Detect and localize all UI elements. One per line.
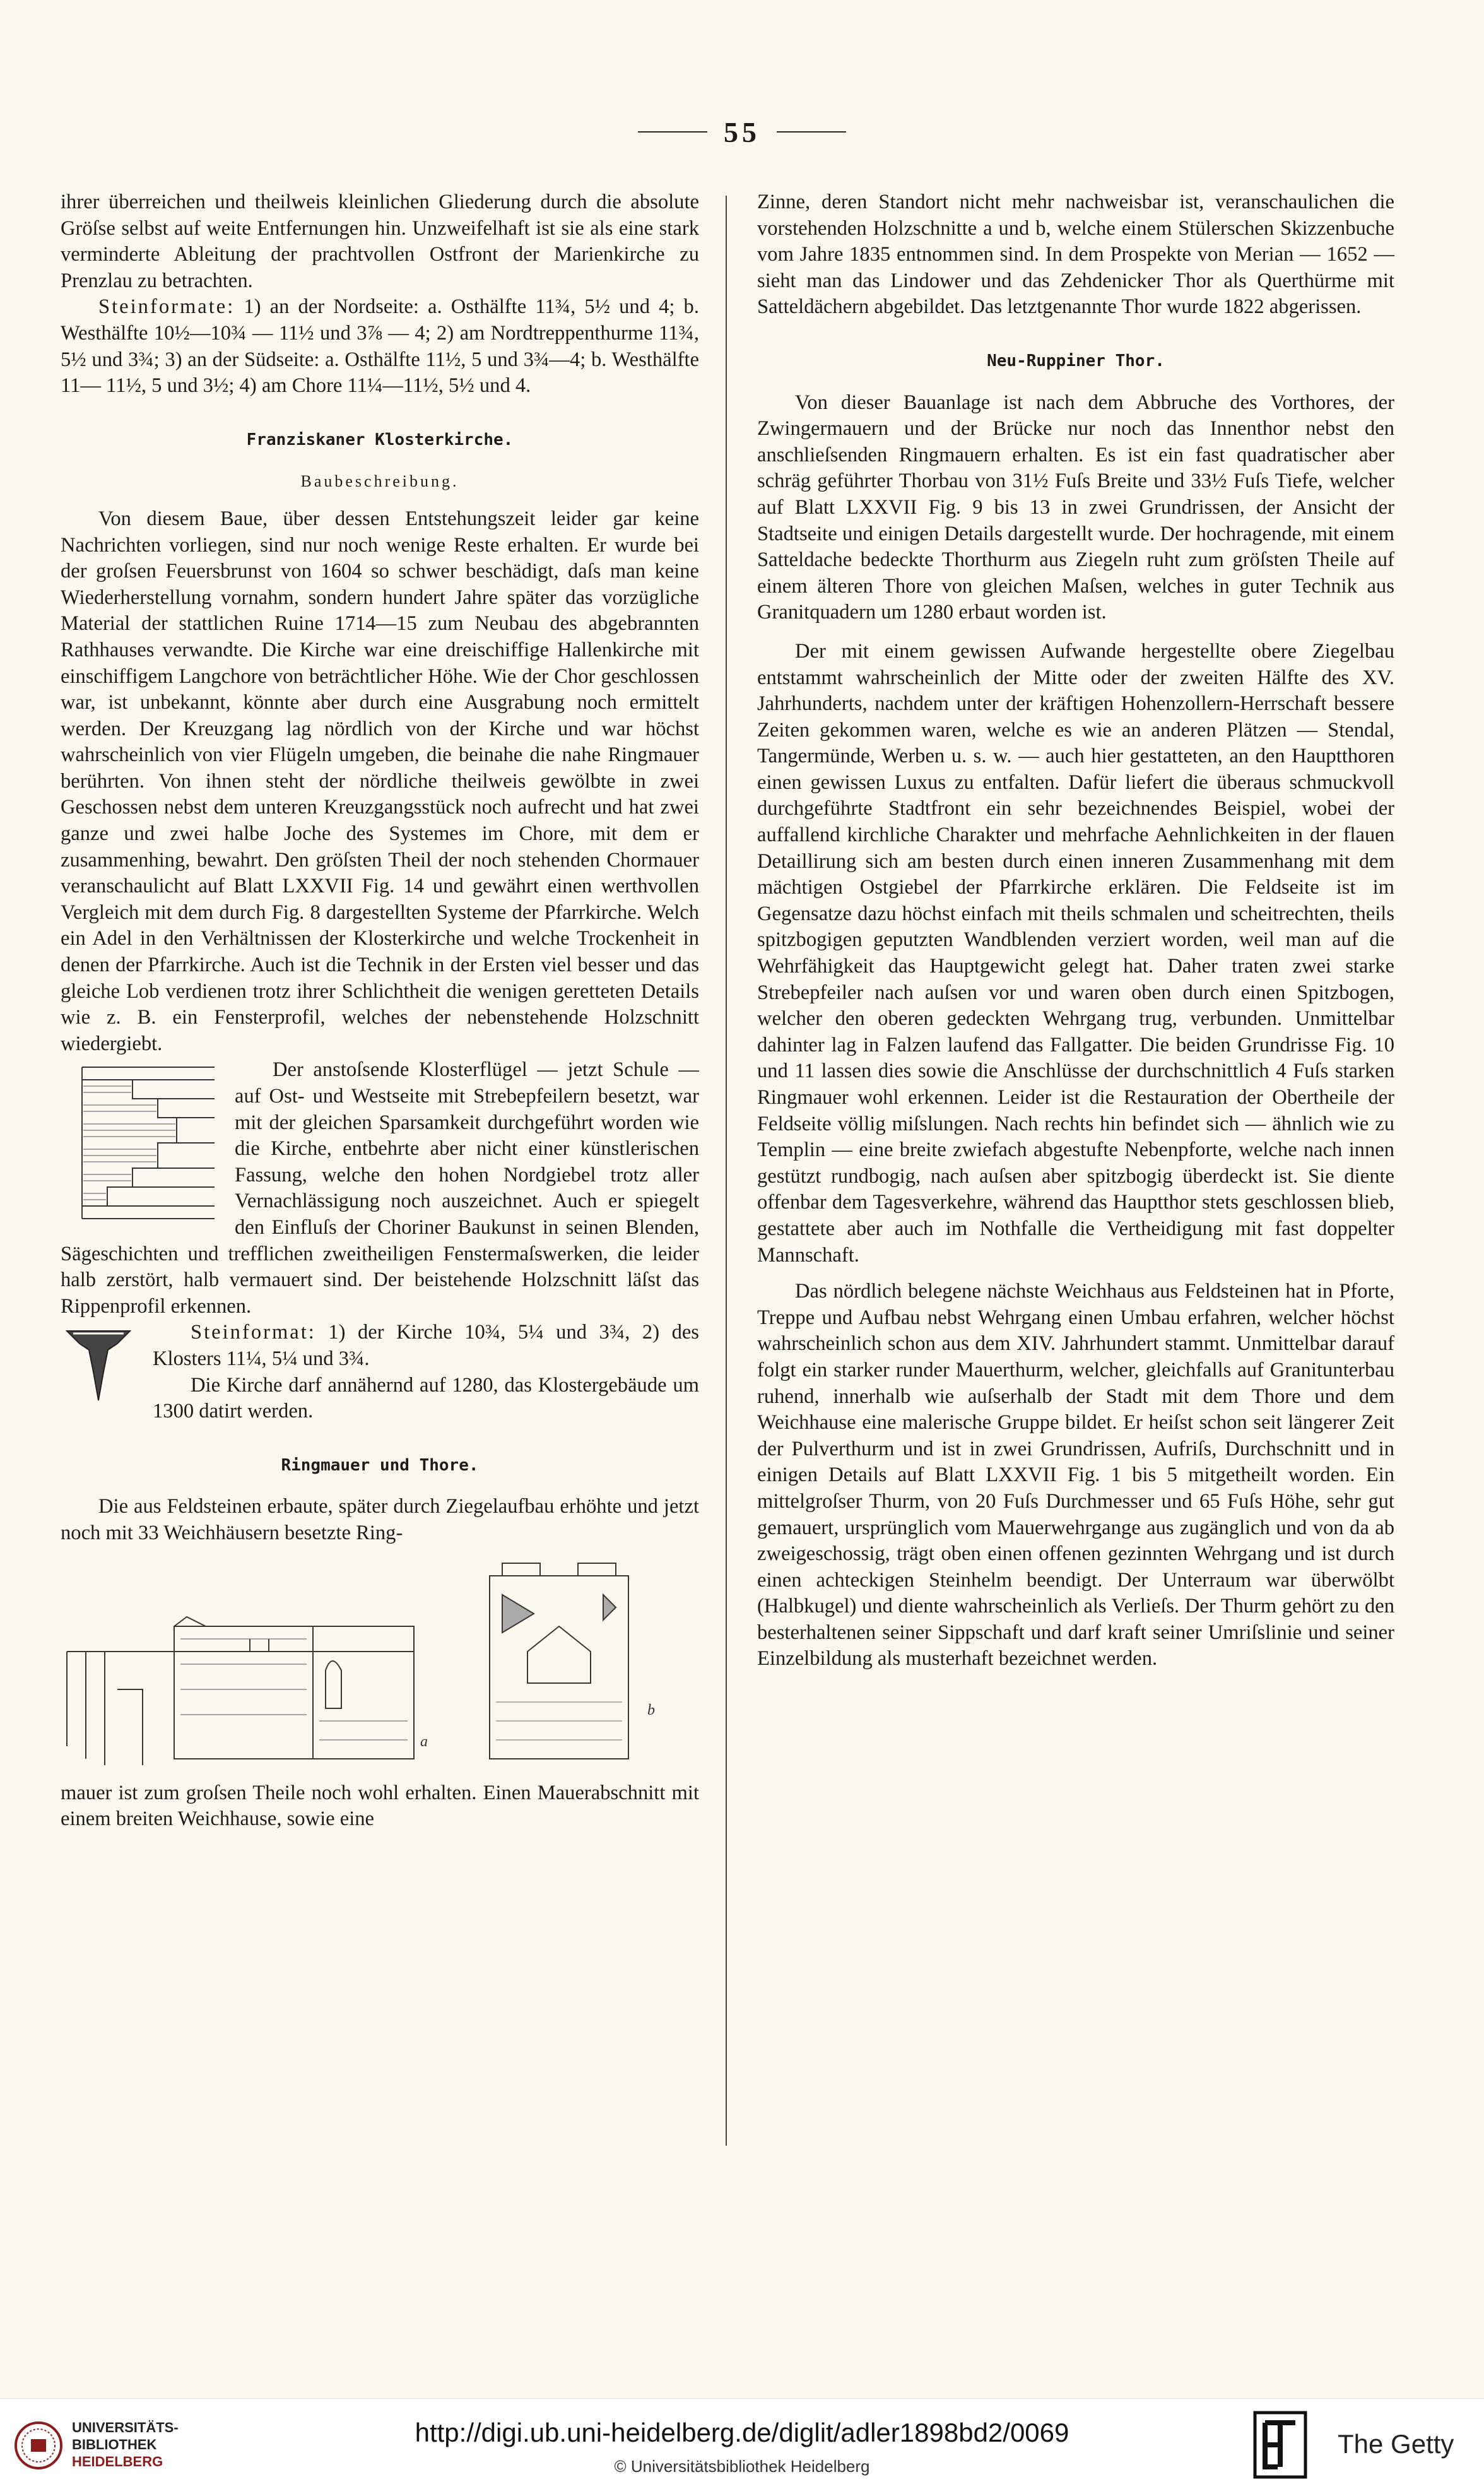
paragraph xyxy=(61,294,699,399)
right-column xyxy=(757,189,1394,1672)
section-heading: Ringmauer und Thore. xyxy=(281,1455,479,1475)
paragraph: mauer ist zum groſsen Theile noch wohl erhalten. Einen Mauerabschnitt mit einem breiten Weichhause, sowie eine xyxy=(61,1781,699,1831)
paragraph-text: 1) an der Nordseite: a. Osthälfte 11¾, 5½ und 4; b. Westhälfte 10½—10¾ — 11½ und 3⅞ — 4; 2) am Nordtreppenthurme 11¾, 5½ und 3¾; 3) an der Südseite: a. Osthälfte 11½, 5 und 3¾—4; b. Westhälfte 11— 11½, 5 und 3½; 4) am Chore 11¼—11½, 5½ und 4. xyxy=(61,295,699,398)
library-name-line2: BIBLIOTHEK xyxy=(72,2437,157,2452)
ring-wall-woodcuts xyxy=(61,1557,699,1771)
page-number-value: 55 xyxy=(724,115,760,148)
library-name-line1: UNIVERSITÄTS- xyxy=(72,2420,179,2435)
paragraph: Das nördlich belegene nächste Weichhaus aus Feldsteinen hat in Pforte, Treppe und Aufbau nebst Wehrgang einen Umbau erfahren, welcher höchst wahrscheinlich schon aus dem XIV. Jahrhundert stammt. Unmittelbar darauf folgt ein starker runder Mauerthurm, welcher, gleichfalls auf Granitunterbau ruhend, innerhalb wie auſserhalb der Stadt mit dem Thore und dem Weichhause eine malerische Gruppe bildet. Er heiſst schon seit längerer Zeit der Pulverthurm und ist in zwei Grundrissen, Aufriſs, Durchschnitt und in einigen Details auf Blatt LXXVII Fig. 1 bis 5 mitgetheilt worden. Ein mittelgroſser Thurm, von 20 Fuſs Durchmesser und 65 Fuſs Höhe, sehr gut gemauert, ursprünglich vom Mauerwehrgange aus zugänglich und von da ab zweigeschossig, trägt oben einen offenen gezinnten Wehrgang und ist durch einen achteckigen Steinhelm beendigt. Der Unterraum war überwölbt (Halbkugel) und diente wahrscheinlich als Verlieſs. Der Thurm gehört zu den besterhaltenen seiner Sippschaft und darf kraft seiner Umriſslinie und seiner Einzelbildung als musterhaft bezeichnet werden. xyxy=(757,1280,1394,1670)
column-divider xyxy=(726,196,727,2146)
paragraph: ihrer überreichen und theilweis kleinlichen Gliederung durch die absolute Gröſse selbst auf weite Entfernungen hin. Unzweifelhaft ist sie als eine stark verminderte Ableitung der prachtvollen Ostfront der Marienkirche zu Prenzlau zu betrachten. xyxy=(61,191,699,292)
section-heading: Neu-Ruppiner Thor. xyxy=(987,351,1165,370)
left-column xyxy=(61,189,699,1833)
paragraph: Von dieser Bauanlage ist nach dem Abbruche des Vorthores, der Zwingermauern und der Brücke nur noch das Innenthor nebst den anschlieſsenden Ringmauern erhalten. Es ist ein fast quadratischer aber schräg geführter Thorbau von 31½ Fuſs Breite und 33½ Fuſs Tiefe, welcher auf Blatt LXXVII Fig. 9 bis 13 in zwei Grundrissen, der Ansicht der Stadtseite und einigen Details dargestellt wurde. Der hochragende, mit einem Satteldache bedeckte Thorthurm aus Ziegeln ruht zum gröſsten Theile auf einem älteren Thore von gleichen Maſsen, welches in guter Technik aus Granitquadern um 1280 erbaut worden ist. xyxy=(757,391,1394,624)
paragraph xyxy=(61,1320,699,1372)
page-number-rule-left xyxy=(638,131,707,133)
subsection-heading: Baubeschreibung. xyxy=(300,472,459,491)
permalink-url[interactable]: http://digi.ub.uni-heidelberg.de/diglit/adler1898bd2/0069 xyxy=(415,2418,1069,2447)
library-name-line3: HEIDELBERG xyxy=(72,2454,163,2469)
paragraph xyxy=(61,506,699,1057)
paragraph: Die aus Feldsteinen erbaute, später durch Ziegelaufbau erhöhte und jetzt noch mit 33 Weichhäusern besetzte Ring- xyxy=(61,1495,699,1544)
footer-bar xyxy=(0,2398,1484,2489)
paragraph-text: 1) der Kirche 10¾, 5¼ und 3¾, 2) des Klosters 11¼, 5¼ und 3¾. xyxy=(153,1321,699,1370)
page-number xyxy=(0,112,1484,149)
page-number-rule-right xyxy=(777,131,846,133)
paragraph: Der mit einem gewissen Aufwande hergestellte obere Ziegelbau entstammt wahrscheinlich der Mitte oder der zweiten Hälfte des XV. Jahrhunderts, nachdem unter der kräftigen Hohenzollern-Herrschaft bessere Zeiten gekommen waren, welche es wie an anderen Plätzen — Stendal, Tangermünde, Werben u. s. w. — auch hier gestatteten, an den Hauptthoren einen gewissen Luxus zu entfalten. Dafür liefert die überaus schmuckvoll durchgeführte Stadtfront ein sehr bezeichnendes Beispiel, wobei der auffallend kirchliche Charakter und mehrfache Aehnlichkeiten in der flauen Detaillirung sich am besten durch einen inneren Zusammenhang mit dem mächtigen Ostgiebel der Pfarrkirche erklären. Die Feldseite ist im Gegensatze dazu höchst einfach mit theils schmalen und scheitrechten, theils spitzbogigen geputzten Wandblenden verziert worden, weil man auf die Wehrfähigkeit das Hauptgewicht gelegt hat. Daher traten zwei starke Strebepfeiler nach auſsen vor und waren oben durch einen Spitzbogen, welcher den oberen gedeckten Wehrgang trug, verbunden. Unmittelbar dahinter lag in Falzen laufend das Fallgatter. Die beiden Grundrisse Fig. 10 und 11 lassen dies sowie die Anschlüsse der durchschnittlich 4 Fuſs starken Ringmauer wohl erkennen. Leider ist die Restauration der Obertheile der Feldseite völlig miſslungen. Nach rechts hin befindet sich — ähnlich wie zu Templin — eine breite zwiefach abgestufte Nebenpforte, welche nach innen gestützt rundbogig, nach auſsen aber spitzbogig überdeckt ist. Sie diente offenbar dem Tagesverkehre, während das Hauptthor stets geschlossen blieb, gestattete aber auch im Nothfalle die Vertheidigung mit fast doppelter Mannschaft. xyxy=(757,639,1394,1267)
figure-label-a: a xyxy=(420,1733,428,1750)
rib-profile-woodcut xyxy=(61,1325,136,1407)
paragraph-label: Steinformate: xyxy=(98,295,235,319)
getty-logo-icon xyxy=(1252,2410,1308,2480)
paragraph-text: Von diesem Baue, über dessen Entstehungszeit leider gar keine Nachrichten vorliegen, sind nur noch wenige Reste erhalten. Er wurde bei der groſsen Feuersbrunst von 1604 so schwer beschädigt, daſs man keine Wiederherstellung vornahm, sondern hundert Jahre später das vorzügliche Material der stattlichen Ruine 1714—15 zum Neubau des abgebrannten Rathhauses verwandte. Die Kirche war eine dreischiffige Hallenkirche mit einschiffigem Langchore von beträchtlicher Höhe. Wie der Chor geschlossen war, ist unbekannt, könnte aber durch eine Ausgrabung noch ermittelt werden. Der Kreuzgang lag nördlich von der Kirche und war höchst wahrscheinlich von vier Flügeln umgeben, die beinahe die nahe Ringmauer berührten. Von ihnen steht der nördliche theilweis gewölbte in zwei Geschossen nebst dem unteren Kreuzgangsstück noch aufrecht und hat zwei ganze und zwei halbe Joche des Systemes im Chore, mit dem er zusammenhing, bewahrt. Den gröſsten Theil der noch stehenden Chormauer veranschaulicht auf Blatt LXXVII Fig. 14 und gewährt einen werthvollen Vergleich mit dem durch Fig. 8 dargestellten Systeme der Pfarrkirche. Welch ein Adel in den Verhältnissen der Klosterkirche und welche Trockenheit in denen der Pfarrkirche. Auch ist die Technik in der Ersten viel besser und das gleiche Lob verdienen trotz ihrer Schlichtheit die wenigen geretteten Details wie z. B. ein Fensterprofil, welches der nebenstehende Holzschnitt wiedergiebt. xyxy=(61,507,699,1055)
paragraph-label: Steinformat: xyxy=(191,1321,316,1344)
window-profile-woodcut xyxy=(57,1061,218,1225)
paragraph: Der anstoſsende Klosterflügel — jetzt Schule — auf Ost- und Westseite mit Strebepfeilern besetzt, war mit der gleichen Sparsamkeit durchgeführt worden wie die Kirche, entbehrte aber nicht einer künstlerischen Fassung, welche den hohen Nordgiebel trotz aller Vernachlässigung noch auszeichnet. Auch er spiegelt den Einfluſs der Choriner Baukunst in seinen Blenden, Sägeschichten und trefflichen zweitheiligen Fenstermaſswerken, die leider halb zerstört, halb vermauert sind. Der beistehende Holzschnitt läſst das Rippenprofil erkennen. xyxy=(61,1058,699,1318)
paragraph: Zinne, deren Standort nicht mehr nachweisbar ist, veranschaulichen die vorstehenden Holzschnitte a und b, welche einem Stülerschen Skizzenbuche vom Jahre 1835 entnommen sind. In dem Prospekte von Merian — 1652 — sieht man das Lindower und das Zehdenicker Thor als Querthürme mit Satteldächern abgebildet. Das letztgenannte Thor wurde 1822 abgerissen. xyxy=(757,191,1394,319)
copyright-notice: © Universitätsbibliothek Heidelberg xyxy=(614,2457,870,2476)
getty-name[interactable]: The Getty xyxy=(1338,2429,1454,2459)
paragraph: Die Kirche darf annähernd auf 1280, das Klostergebäude um 1300 datirt werden. xyxy=(153,1373,699,1423)
section-heading: Franziskaner Klosterkirche. xyxy=(246,430,514,449)
figure-label-b: b xyxy=(647,1701,655,1718)
